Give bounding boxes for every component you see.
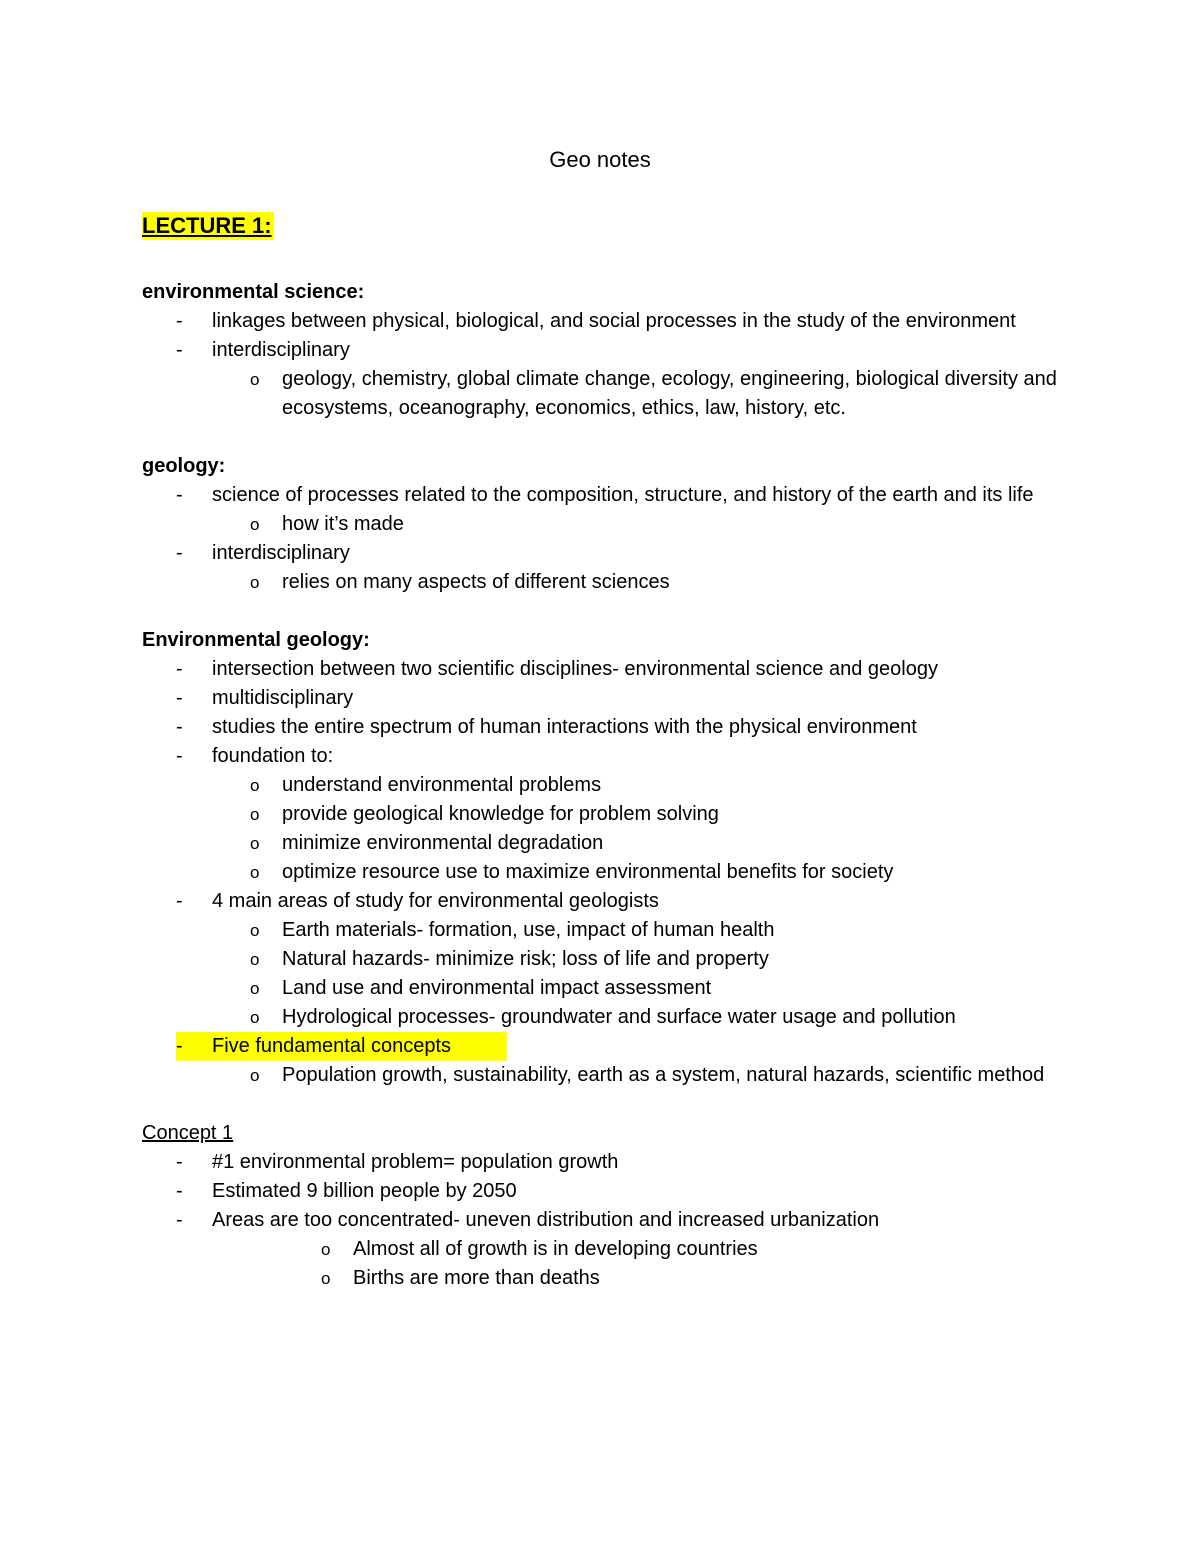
section-heading: Environmental geology: bbox=[142, 629, 370, 651]
list-item bbox=[142, 1148, 1062, 1177]
sub-list-item-text: Land use and environmental impact assessment bbox=[282, 977, 712, 999]
concept-heading: Concept 1 bbox=[142, 1122, 234, 1144]
list-item bbox=[142, 307, 1062, 336]
lecture-heading: LECTURE 1: bbox=[142, 213, 272, 238]
dash-bullet: - bbox=[176, 1035, 183, 1057]
list-item bbox=[142, 684, 1062, 713]
circle-bullet: o bbox=[250, 1008, 260, 1027]
dash-bullet: - bbox=[176, 339, 183, 361]
circle-bullet: o bbox=[250, 1066, 260, 1085]
sub-list-item-text: Earth materials- formation, use, impact of human health bbox=[282, 919, 775, 941]
list-item-text: linkages between physical, biological, and social processes in the study of the environment bbox=[212, 310, 1016, 332]
sub-list-item bbox=[212, 800, 1062, 829]
list-item-text: Areas are too concentrated- uneven distribution and increased urbanization bbox=[212, 1209, 880, 1231]
bullet-list bbox=[142, 307, 1062, 423]
sub-list-item bbox=[212, 1003, 1062, 1032]
notes-body bbox=[142, 278, 1062, 1293]
sub-list-item bbox=[212, 916, 1062, 945]
list-item bbox=[142, 655, 1062, 684]
sub-list-item-text: Hydrological processes- groundwater and surface water usage and pollution bbox=[282, 1006, 956, 1028]
sub-list-item-text: Population growth, sustainability, earth as a system, natural hazards, scientific method bbox=[282, 1064, 1045, 1086]
sub-list-item-text: Almost all of growth is in developing countries bbox=[353, 1238, 758, 1260]
circle-bullet: o bbox=[250, 834, 260, 853]
list-item bbox=[142, 336, 1062, 423]
dash-bullet: - bbox=[176, 542, 183, 564]
list-item-text: 4 main areas of study for environmental geologists bbox=[212, 890, 659, 912]
sub-bullet-list bbox=[212, 1061, 1062, 1090]
section-environmental-science bbox=[142, 278, 1062, 423]
list-item bbox=[142, 887, 1062, 1032]
highlighted-list-item bbox=[176, 1032, 507, 1061]
sub-bullet-list bbox=[212, 771, 1062, 887]
list-item-text: Estimated 9 billion people by 2050 bbox=[212, 1180, 517, 1202]
sub-list-item bbox=[212, 1235, 1062, 1264]
sub-list-item-text: Births are more than deaths bbox=[353, 1267, 600, 1289]
section-heading: geology: bbox=[142, 455, 226, 477]
list-item-text: interdisciplinary bbox=[212, 542, 350, 564]
list-item-text: interdisciplinary bbox=[212, 339, 350, 361]
sub-list-item-text: optimize resource use to maximize environmental benefits for society bbox=[282, 861, 894, 883]
dash-bullet: - bbox=[176, 745, 183, 767]
sub-bullet-list bbox=[212, 365, 1062, 423]
sub-list-item-text: minimize environmental degradation bbox=[282, 832, 604, 854]
circle-bullet: o bbox=[321, 1269, 331, 1288]
sub-list-item bbox=[212, 1061, 1062, 1090]
bullet-list bbox=[142, 481, 1062, 597]
sub-list-item-text: Natural hazards- minimize risk; loss of life and property bbox=[282, 948, 769, 970]
list-item-text: science of processes related to the composition, structure, and history of the earth and its life bbox=[212, 484, 1034, 506]
bullet-list bbox=[142, 655, 1062, 1090]
sub-list-item-text: geology, chemistry, global climate change, ecology, engineering, biological diversity and ecosystems, oceanography, economics, ethics, law, history, etc. bbox=[282, 368, 1057, 419]
sub-list-item-text: relies on many aspects of different sciences bbox=[282, 571, 670, 593]
section-concept-1 bbox=[142, 1119, 1062, 1293]
circle-bullet: o bbox=[250, 863, 260, 882]
dash-bullet: - bbox=[176, 716, 183, 738]
circle-bullet: o bbox=[250, 950, 260, 969]
dash-bullet: - bbox=[176, 687, 183, 709]
circle-bullet: o bbox=[250, 370, 260, 389]
document-title: Geo notes bbox=[549, 147, 651, 172]
circle-bullet: o bbox=[321, 1240, 331, 1259]
list-item bbox=[142, 1177, 1062, 1206]
sub-list-item bbox=[212, 945, 1062, 974]
list-item-text: Five fundamental concepts bbox=[212, 1035, 452, 1057]
list-item-text: intersection between two scientific disciplines- environmental science and geology bbox=[212, 658, 938, 680]
sub-bullet-list bbox=[212, 916, 1062, 1032]
sub-bullet-list bbox=[212, 568, 1062, 597]
circle-bullet: o bbox=[250, 573, 260, 592]
sub-list-item bbox=[212, 365, 1062, 423]
sub-list-item bbox=[212, 510, 1062, 539]
bullet-list bbox=[142, 1148, 1062, 1293]
list-item-text: #1 environmental problem= population growth bbox=[212, 1151, 619, 1173]
sub-list-item-text: provide geological knowledge for problem solving bbox=[282, 803, 719, 825]
list-item bbox=[142, 713, 1062, 742]
dash-bullet: - bbox=[176, 310, 183, 332]
circle-bullet: o bbox=[250, 921, 260, 940]
circle-bullet: o bbox=[250, 805, 260, 824]
list-item bbox=[142, 539, 1062, 597]
sub-list-item bbox=[212, 974, 1062, 1003]
sub-list-item bbox=[212, 858, 1062, 887]
dash-bullet: - bbox=[176, 658, 183, 680]
list-item bbox=[142, 1206, 1062, 1293]
section-environmental-geology bbox=[142, 626, 1062, 1090]
dash-bullet: - bbox=[176, 1180, 183, 1202]
sub-bullet-list bbox=[212, 510, 1062, 539]
section-heading: environmental science: bbox=[142, 281, 365, 303]
list-item-text: studies the entire spectrum of human interactions with the physical environment bbox=[212, 716, 917, 738]
dash-bullet: - bbox=[176, 484, 183, 506]
dash-bullet: - bbox=[176, 1151, 183, 1173]
dash-bullet: - bbox=[176, 890, 183, 912]
list-item-text: foundation to: bbox=[212, 745, 334, 767]
dash-bullet: - bbox=[176, 1209, 183, 1231]
list-item-container bbox=[142, 1061, 1062, 1090]
sub-list-item bbox=[212, 829, 1062, 858]
section-geology bbox=[142, 452, 1062, 597]
circle-bullet: o bbox=[250, 515, 260, 534]
sub-list-item bbox=[212, 568, 1062, 597]
list-item-text: multidisciplinary bbox=[212, 687, 354, 709]
sub-list-item bbox=[212, 1264, 1062, 1293]
sub-list-item-text: how it’s made bbox=[282, 513, 404, 535]
sub-bullet-list bbox=[212, 1235, 1062, 1293]
list-item bbox=[142, 742, 1062, 887]
circle-bullet: o bbox=[250, 776, 260, 795]
sub-list-item-text: understand environmental problems bbox=[282, 774, 602, 796]
circle-bullet: o bbox=[250, 979, 260, 998]
list-item bbox=[142, 481, 1062, 539]
sub-list-item bbox=[212, 771, 1062, 800]
